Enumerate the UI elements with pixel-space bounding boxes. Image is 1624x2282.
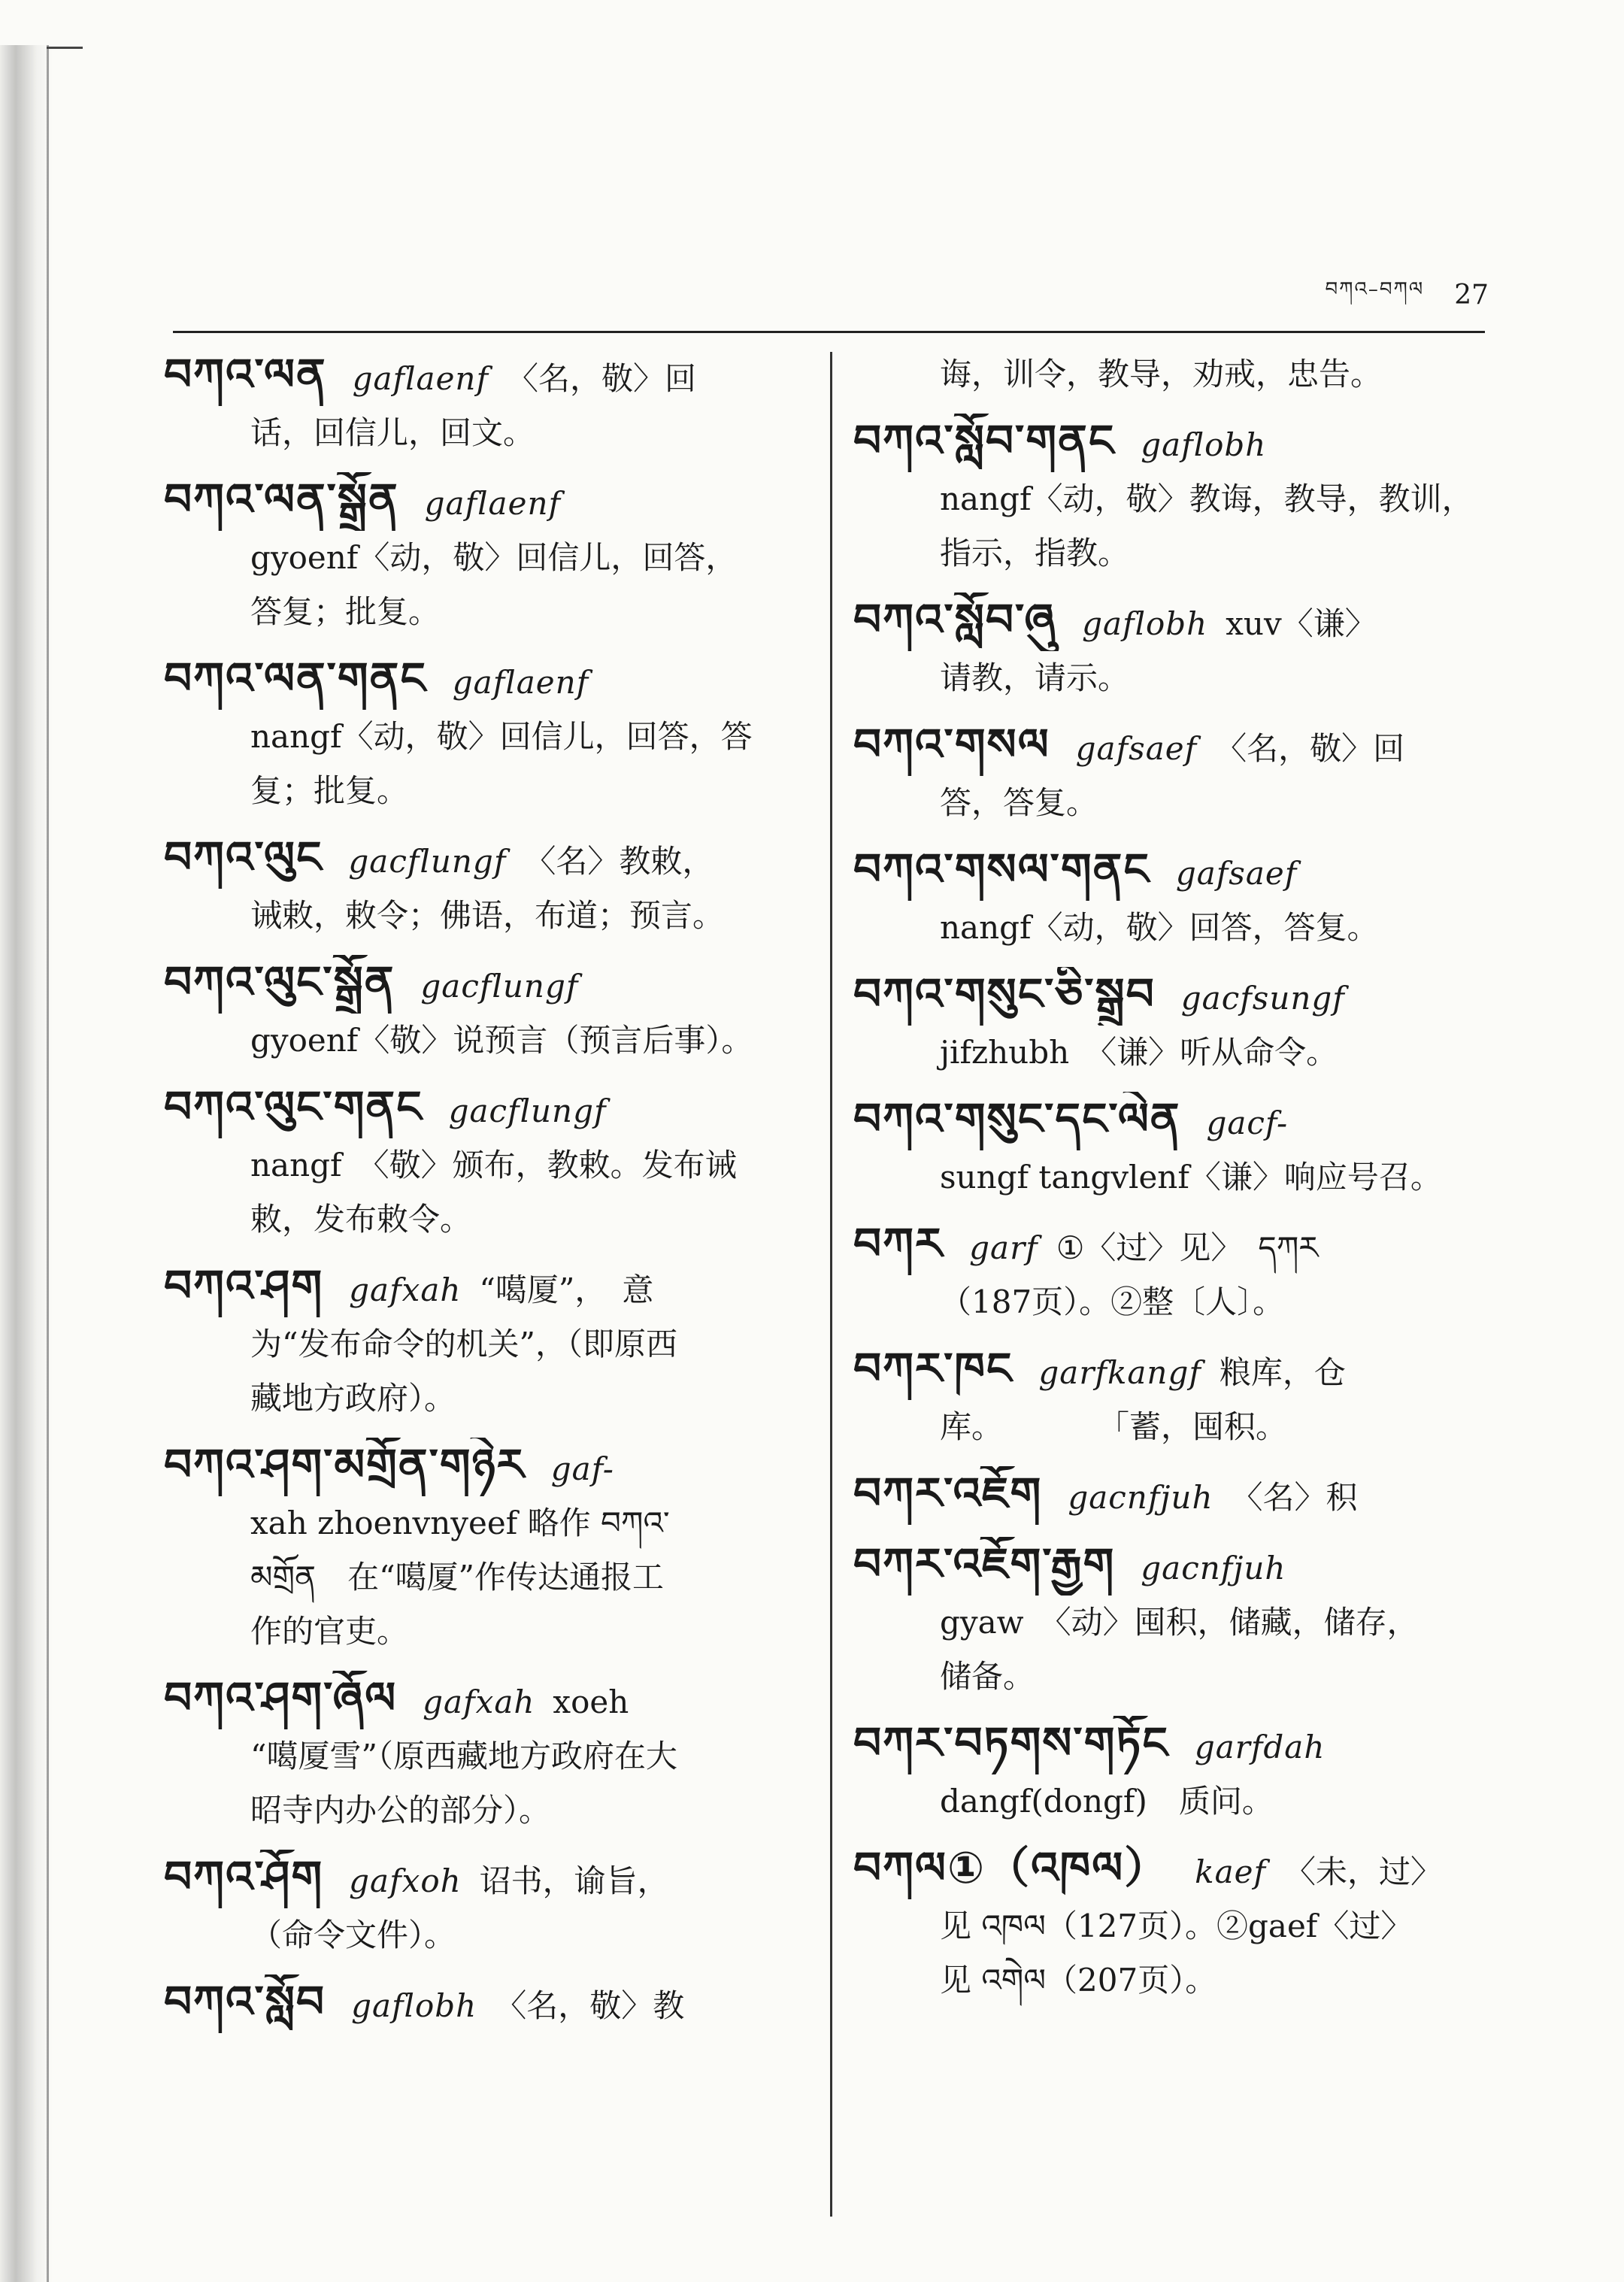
romanization: gafxah (349, 1271, 462, 1308)
definition-line: 指示，指教。 (940, 535, 1130, 571)
definition-text: 诏书，谕旨， (479, 1862, 669, 1899)
headword: བཀའ་ཤག་ཞོལ (164, 1672, 398, 1723)
guide-words: བཀའ–བཀལ (1325, 277, 1425, 301)
definition-line: gyoenf〈敬〉说预言（预言后事）。 (250, 1022, 753, 1059)
definition-text: 〈名，敬〉回 (507, 360, 697, 397)
entry-first-line (853, 1841, 1494, 1899)
headword: བཀར་བཏགས་གཏོང (853, 1717, 1169, 1768)
entry-first-line (164, 1974, 803, 2033)
definition-line: jifzhubh 〈谦〉听从命令。 (940, 1034, 1338, 1071)
headword: བཀའ་ལན་སྒྲོན (164, 474, 399, 525)
scanned-page-edge (0, 45, 53, 2282)
dictionary-entry (853, 592, 1494, 705)
entry-first-line (853, 1217, 1494, 1275)
entry-first-line (853, 1537, 1494, 1596)
romanization: gaflobh (1141, 426, 1267, 463)
romanization: garfkangf (1038, 1354, 1201, 1391)
romanization: gafxoh (349, 1862, 462, 1899)
romanization: gaf- (550, 1450, 614, 1487)
entry-first-line (164, 1850, 803, 1908)
left-column (164, 347, 803, 2045)
headword: བཀའ་ལུང (164, 832, 323, 883)
entry-first-line (164, 955, 803, 1014)
definition-line: dangf(dongf) 质问。 (940, 1783, 1274, 1820)
definition-line: 作的官吏。 (250, 1613, 409, 1650)
romanization: gacflungf (348, 843, 507, 880)
definition-line: nangf〈动，敬〉回信儿，回答，答 (250, 718, 753, 755)
column-divider (830, 352, 832, 2217)
definition-line: “噶厦雪”（原西藏地方政府在大 (250, 1738, 677, 1774)
definition-line: 储备。 (940, 1658, 1035, 1695)
headword: བཀའ་ལན (164, 349, 327, 400)
dictionary-entry (164, 830, 803, 943)
dictionary-entry (164, 472, 803, 639)
headword: བཀའ་གསལ (853, 719, 1050, 770)
dictionary-entry (164, 1080, 803, 1247)
dictionary-entry (853, 717, 1494, 830)
headword: བཀའ་སློབ་གནང (853, 415, 1116, 466)
romanization: gafsaef (1175, 855, 1298, 892)
romanization: gaflobh (351, 1987, 477, 2024)
definition-line: མགྲོན 在“噶厦”作传达通报工 (250, 1559, 665, 1596)
definition-line: 答，答复。 (940, 784, 1098, 821)
definition-text: 粮库，仓 (1219, 1354, 1346, 1391)
entry-first-line (164, 1671, 803, 1729)
romanization: garf (969, 1229, 1038, 1266)
romanization: kaef (1195, 1853, 1267, 1890)
entry-first-line (853, 414, 1494, 472)
definition-line: 敕，发布敕令。 (250, 1201, 472, 1238)
dictionary-entry (164, 1259, 803, 1426)
entry-first-line (853, 1466, 1494, 1525)
headword: བཀའ་ལུང་གནང (164, 1081, 423, 1132)
romanization: gafxah (423, 1683, 535, 1720)
headword: བཀའ་གསུང་ཅི་སྒྲུབ (853, 968, 1156, 1020)
headword: བཀའ་ཤག (164, 1260, 324, 1311)
definition-line: （187页）。②整〔人〕。 (940, 1283, 1285, 1320)
romanization: gacnfjuh (1141, 1550, 1286, 1586)
entry-first-line (164, 1080, 803, 1138)
dictionary-entry (853, 1217, 1494, 1329)
dictionary-entry (853, 1841, 1494, 2008)
romanization: gacnfjuh (1068, 1479, 1213, 1516)
headword: བཀའ་སློབ (164, 1976, 326, 2027)
definition-line: 见 འཁལ（127页）。②gaef〈过〉 (940, 1908, 1413, 1944)
definition-line: 库。 「蓄，囤积。 (940, 1408, 1288, 1445)
headword: བཀལ①（འཁལ） (853, 1842, 1170, 1893)
headword: བཀའ་ལུང་སྒྲོན (164, 956, 395, 1008)
entry-first-line (164, 830, 803, 889)
definition-line: gyoenf〈动，敬〉回信儿，回答， (250, 539, 738, 576)
right-column (853, 347, 1494, 2020)
romanization: gaflaenf (452, 664, 589, 701)
dictionary-entry (164, 955, 803, 1068)
romanization: garfdah (1194, 1729, 1326, 1765)
definition-line: 复；批复。 (250, 772, 409, 809)
definition-text: 〈名〉教敕， (524, 843, 714, 880)
romanization: gacf- (1206, 1105, 1289, 1141)
edge-corner-mark (47, 47, 83, 49)
definition-line: nangf〈动，敬〉回答，答复。 (940, 909, 1379, 946)
dictionary-entry (164, 1974, 803, 2033)
definition-text: 〈名〉积 (1231, 1479, 1358, 1516)
definition-line: sungf tangvlenf〈谦〉响应号召。 (940, 1159, 1442, 1196)
headword: བཀའ་གསུང་དང་ལེན (853, 1093, 1181, 1144)
headword: བཀར་འཇོག་རྒྱག (853, 1538, 1116, 1590)
romanization: gacflungf (420, 968, 579, 1005)
dictionary-entry (853, 1092, 1494, 1205)
entry-first-line (853, 1716, 1494, 1774)
dictionary-entry (164, 1850, 803, 1962)
entry-first-line (164, 1438, 803, 1496)
page-number: 27 (1454, 279, 1489, 311)
dictionary-entry (853, 347, 1494, 402)
headword: བཀའ་ལན་གནང (164, 653, 427, 704)
romanization: gacfsungf (1180, 980, 1345, 1017)
dictionary-entry (853, 414, 1494, 580)
definition-line: 见 འགེལ（207页）。 (940, 1962, 1217, 1999)
definition-line: xah zhoenvnyeef 略作 བཀའ་ (250, 1505, 670, 1541)
definition-line: 答复；批复。 (250, 593, 441, 630)
entry-first-line (164, 1259, 803, 1317)
dictionary-entry (853, 967, 1494, 1080)
definition-line: 诫敕，敕令；佛语，布道；预言。 (250, 897, 725, 934)
headword: བཀའ་སློབ་ཞུ (853, 594, 1057, 645)
definition-text: ①〈过〉见〉 དཀར (1056, 1229, 1319, 1266)
romanization: gaflaenf (352, 360, 489, 397)
dictionary-entry (164, 651, 803, 818)
definition-line: gyaw 〈动〉囤积，储藏，储存， (940, 1604, 1419, 1641)
entry-first-line (853, 717, 1494, 776)
definition-text: xoeh (553, 1683, 629, 1720)
headword: བཀའ་ཤག་མགྲོན་གཉེར (164, 1439, 526, 1490)
headword: བཀར་འཇོག (853, 1468, 1043, 1519)
definition-text: xuv〈谦〉 (1226, 605, 1377, 642)
dictionary-entry (853, 1716, 1494, 1829)
entry-first-line (853, 1341, 1494, 1400)
headword: བཀར་ཁང (853, 1343, 1013, 1394)
headword: བཀའ་གསལ་གནང (853, 844, 1150, 895)
page-header (1165, 272, 1489, 317)
entry-first-line (164, 651, 803, 710)
definition-line: （命令文件）。 (250, 1917, 456, 1953)
entry-first-line (853, 1092, 1494, 1150)
header-rule (173, 331, 1485, 333)
definition-line: 话，回信儿，回文。 (250, 414, 535, 451)
definition-line: 藏地方政府）。 (250, 1380, 456, 1417)
entry-first-line (853, 967, 1494, 1026)
romanization: gaflaenf (424, 485, 562, 522)
definition-line: 诲，训令，教导，劝戒，忠告。 (940, 356, 1383, 392)
entry-first-line (164, 347, 803, 406)
definition-line: 为“发布命令的机关”，（即原西 (250, 1326, 677, 1362)
romanization: gafsaef (1075, 730, 1198, 767)
definition-text: 〈名，敬〉教 (495, 1987, 685, 2024)
entry-first-line (853, 842, 1494, 901)
romanization: gaflobh (1082, 605, 1208, 642)
dictionary-entry (164, 347, 803, 460)
definition-line: 昭寺内办公的部分）。 (250, 1792, 551, 1829)
dictionary-entry (853, 1341, 1494, 1454)
dictionary-entry (853, 842, 1494, 955)
definition-line: nangf 〈敬〉颁布，教敕。发布诫 (250, 1147, 737, 1183)
dictionary-entry (853, 1537, 1494, 1704)
headword: བཀར (853, 1218, 944, 1269)
headword: བཀའ་ཤོག (164, 1851, 324, 1902)
romanization: gacflungf (448, 1093, 607, 1129)
dictionary-entry (164, 1438, 803, 1659)
definition-line: nangf〈动，敬〉教诲，教导，教训， (940, 480, 1474, 517)
definition-text: 〈名，敬〉回 (1215, 730, 1405, 767)
binding-edge-line (47, 45, 49, 2282)
dictionary-entry (164, 1671, 803, 1838)
entry-first-line (853, 592, 1494, 651)
dictionary-entry (853, 1466, 1494, 1525)
definition-line: 请教，请示。 (940, 659, 1130, 696)
entry-first-line (164, 472, 803, 531)
definition-text: 〈未，过〉 (1284, 1853, 1443, 1890)
definition-text: “噶厦”， 意 (479, 1271, 654, 1308)
